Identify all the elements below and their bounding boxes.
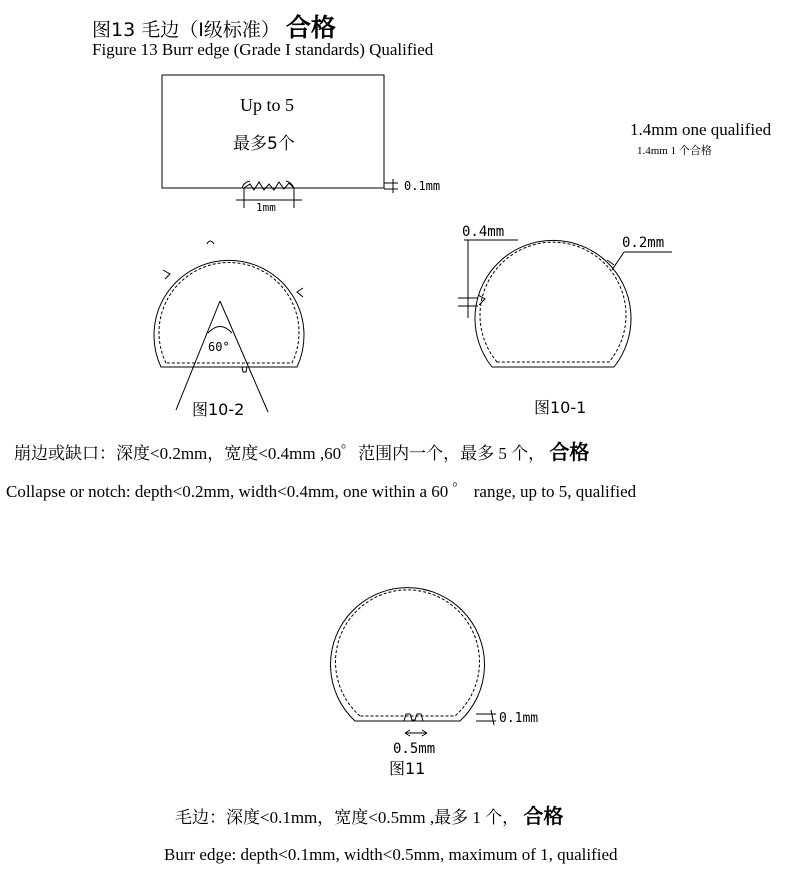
fig11-burr bbox=[404, 714, 423, 721]
fig10-2-angle-arc bbox=[208, 327, 232, 334]
fig13-burr-drawing bbox=[162, 75, 440, 214]
fig10-1-caption: 图10-1 bbox=[534, 398, 587, 417]
fig10-qualified-cn: 合格 bbox=[549, 440, 590, 464]
fig13-side-note-cn: 1.4mm 1 个合格 bbox=[637, 145, 712, 157]
fig10-2-notch-left bbox=[163, 270, 170, 279]
fig10-2-sector-line-left bbox=[176, 301, 220, 410]
fig11-outline bbox=[331, 588, 485, 721]
fig10-2-notch-top bbox=[207, 241, 214, 244]
fig11-dim-depth-label: 0.1mm bbox=[499, 711, 539, 726]
fig10-2-notch-bottom bbox=[242, 367, 247, 372]
fig13-title-en: Figure 13 Burr edge (Grade I standards) Qualified bbox=[92, 40, 434, 59]
fig10-desc-cn-text: 崩边或缺口：深度<0.2mm，宽度<0.4mm ,60゜范围内一个，最多 5 个， bbox=[14, 444, 546, 463]
fig10-1-outline bbox=[475, 240, 631, 367]
fig10-desc-en: Collapse or notch: depth<0.2mm, width<0.4mm, one within a 60 ゜ range, up to 5, qualified bbox=[6, 482, 637, 501]
fig10-1-drawing bbox=[458, 224, 672, 367]
fig11-desc-cn-text: 毛边：深度<0.1mm，宽度<0.5mm ,最多 1 个， bbox=[175, 808, 520, 827]
fig11-inner-dashed bbox=[336, 590, 480, 716]
fig10-2-angle-label: 60° bbox=[208, 340, 230, 354]
fig10-2-drawing bbox=[154, 241, 304, 412]
fig10-1-leader-diagonal bbox=[612, 252, 624, 270]
fig13-dim-width-label: 1mm bbox=[256, 201, 276, 214]
fig11-desc-en: Burr edge: depth<0.1mm, width<0.5mm, maximum of 1, qualified bbox=[164, 845, 618, 864]
fig13-box-label-en: Up to 5 bbox=[240, 95, 294, 115]
fig13-box-label-cn: 最多5个 bbox=[233, 134, 295, 154]
fig11-drawing bbox=[331, 588, 539, 757]
fig11-dim-depth-tick bbox=[491, 710, 494, 725]
fig13-burr-zigzag bbox=[244, 182, 294, 190]
fig13-dim-thick-label: 0.1mm bbox=[404, 179, 441, 193]
fig10-2-sector-line-right bbox=[220, 301, 268, 412]
fig10-1-inner-dashed bbox=[480, 242, 626, 362]
fig11-caption: 图11 bbox=[389, 759, 426, 778]
fig10-2-notch-right bbox=[297, 288, 303, 297]
fig11-qualified-cn: 合格 bbox=[523, 804, 564, 828]
fig10-1-dim-depth-label: 0.2mm bbox=[622, 235, 665, 251]
fig10-2-caption: 图10-2 bbox=[192, 400, 245, 419]
fig13-qualified-cn: 合格 bbox=[285, 13, 336, 42]
fig13-side-note-en: 1.4mm one qualified bbox=[630, 120, 772, 139]
fig13-title-cn-text: 图13 毛边（Ⅰ级标准） bbox=[92, 19, 280, 41]
fig10-1-dim-width-label: 0.4mm bbox=[462, 224, 505, 240]
fig11-dim-width-label: 0.5mm bbox=[393, 741, 436, 757]
fig13-rect bbox=[162, 75, 384, 188]
